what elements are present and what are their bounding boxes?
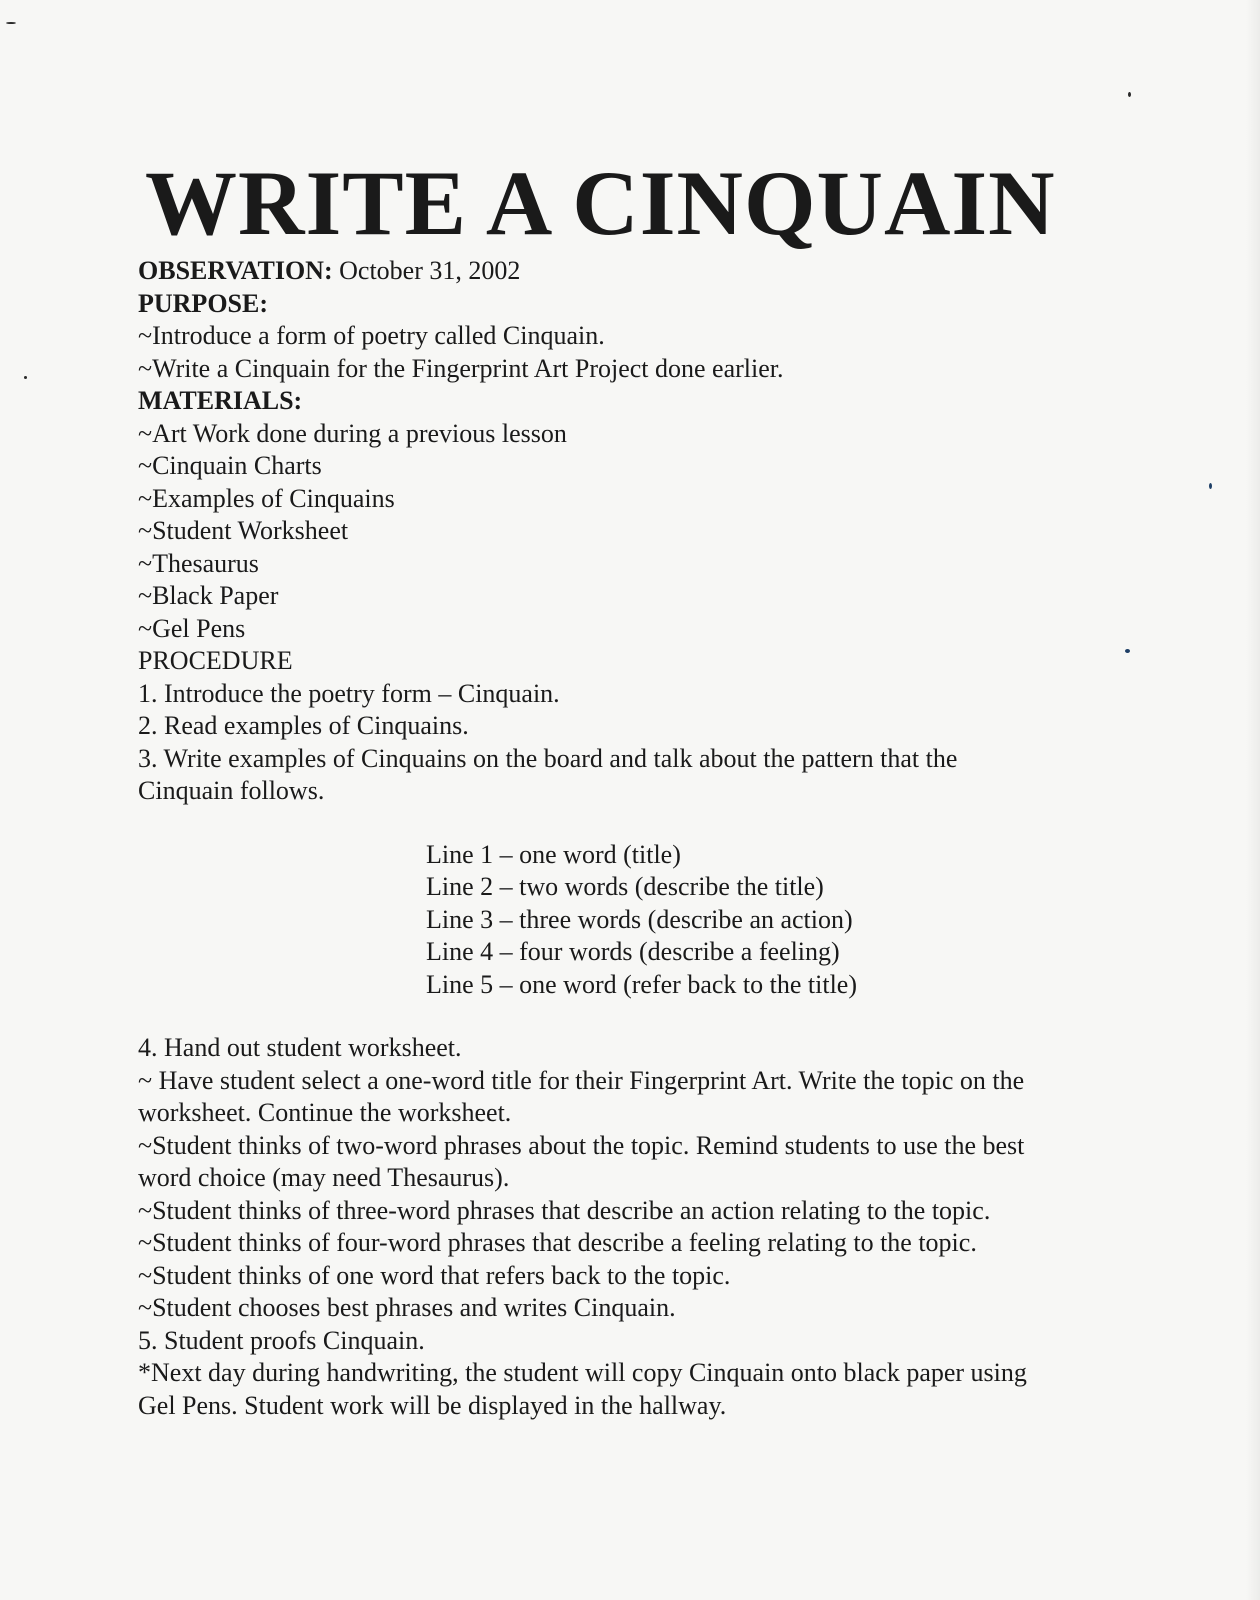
procedure-step: ~Student chooses best phrases and writes Cinquain.	[138, 1293, 676, 1322]
scan-speck	[1209, 483, 1212, 489]
materials-item: ~Cinquain Charts	[138, 451, 322, 480]
observation-line	[138, 255, 1198, 288]
procedure-step: 5. Student proofs Cinquain.	[138, 1325, 425, 1355]
procedure-step: ~Student thinks of two-word phrases about the topic. Remind students to use the best word choice (may need Thesaurus).	[138, 1130, 1025, 1192]
pattern-line: Line 3 – three words (describe an action)	[426, 904, 853, 934]
procedure-step: ~Student thinks of three-word phrases that describe an action relating to the topic.	[138, 1195, 991, 1225]
purpose-heading: PURPOSE:	[138, 288, 268, 318]
materials-item: ~Art Work done during a previous lesson	[138, 418, 567, 448]
observation-label: OBSERVATION:	[138, 256, 333, 285]
pattern-line: Line 2 – two words (describe the title)	[426, 872, 824, 901]
procedure-heading: PROCEDURE	[138, 646, 293, 675]
materials-item: ~Student Worksheet	[138, 516, 349, 545]
procedure-step: 3. Write examples of Cinquains on the board and talk about the pattern that the Cinquain follows.	[138, 743, 958, 805]
materials-heading: MATERIALS:	[138, 386, 303, 415]
scan-speck	[1128, 92, 1131, 97]
materials-item: ~Examples of Cinquains	[138, 483, 395, 513]
materials-item: ~Thesaurus	[138, 548, 259, 578]
observation-date: October 31, 2002	[339, 256, 521, 285]
materials-item: ~Black Paper	[138, 581, 279, 610]
procedure-step: ~Student thinks of one word that refers back to the topic.	[138, 1260, 731, 1290]
scan-speck	[24, 376, 27, 379]
procedure-step: 2. Read examples of Cinquains.	[138, 711, 469, 740]
purpose-item: ~Introduce a form of poetry called Cinquain.	[138, 321, 605, 350]
purpose-item: ~Write a Cinquain for the Fingerprint Art Project done earlier.	[138, 353, 784, 383]
procedure-note: *Next day during handwriting, the student will copy Cinquain onto black paper using Gel Pens. Student work will be displayed in the hallway.	[138, 1358, 1027, 1420]
procedure-step: ~ Have student select a one-word title for their Fingerprint Art. Write the topic on the worksheet. Continue the worksheet.	[138, 1065, 1025, 1127]
materials-item: ~Gel Pens	[138, 613, 246, 643]
scan-edge-shadow	[1246, 0, 1260, 1600]
procedure-step: 4. Hand out student worksheet.	[138, 1033, 462, 1062]
procedure-step: ~Student thinks of four-word phrases that describe a feeling relating to the topic.	[138, 1228, 977, 1257]
pattern-line: Line 4 – four words (describe a feeling)	[426, 937, 840, 966]
scan-speck	[6, 22, 16, 24]
cinquain-pattern	[138, 839, 1198, 1002]
pattern-line: Line 5 – one word (refer back to the title)	[426, 969, 857, 999]
lesson-body	[138, 255, 1198, 1422]
pattern-line: Line 1 – one word (title)	[426, 839, 681, 869]
page-title: WRITE A CINQUAIN	[145, 152, 1056, 254]
procedure-step: 1. Introduce the poetry form – Cinquain.	[138, 678, 560, 708]
